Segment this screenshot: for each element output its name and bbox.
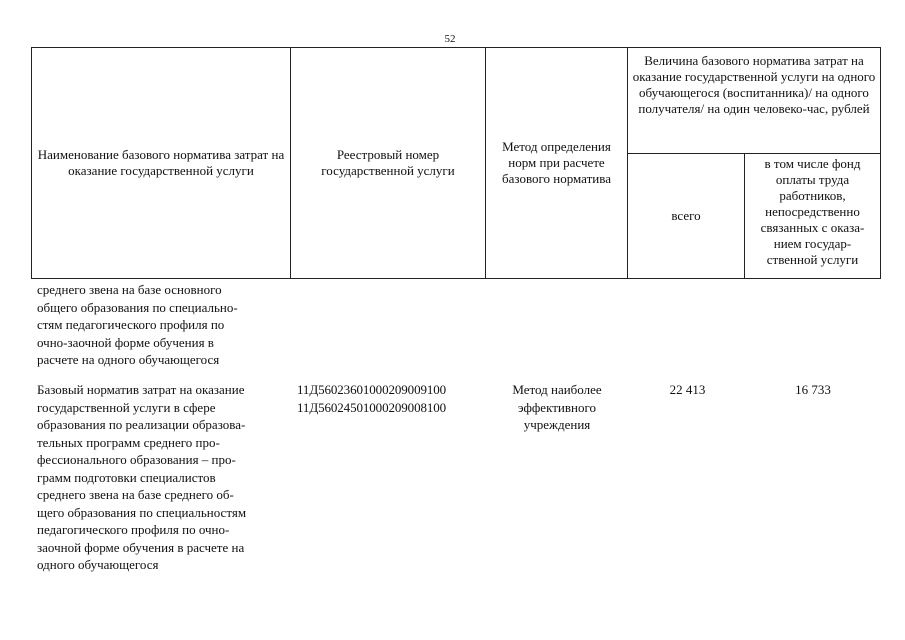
- continuation-line: общего образования по специально-: [37, 299, 238, 315]
- row-name-line: среднего звена на базе среднего об-: [37, 487, 234, 502]
- continuation-line: среднего звена на базе основного: [37, 282, 222, 297]
- row-name-line: грамм подготовки специалистов: [37, 469, 216, 485]
- continuation-line: стям педагогического профиля по: [37, 317, 225, 332]
- header-col-fund: в том числе фонд оплаты труда работников, непосредственно связанных с оказа-нием государ-ственной услуги: [745, 154, 881, 279]
- table-header: [31, 47, 881, 279]
- header-col-total: всего: [628, 154, 745, 279]
- row-name-line: педагогического профиля по очно-: [37, 522, 230, 537]
- row-name-line: щего образования по специальностям: [37, 504, 247, 520]
- row-fund-value: 16 733: [795, 382, 831, 397]
- row-registry-cell: [297, 381, 487, 416]
- registry-number: 11Д56023601000209009100: [297, 382, 447, 397]
- header-col-registry: Реестровый номер государственной услуги: [291, 48, 486, 279]
- method-line: Метод наиболее: [512, 382, 602, 397]
- row-name-line: тельных программ среднего про-: [37, 434, 220, 450]
- continuation-text: [37, 281, 290, 369]
- method-line: учреждения: [523, 417, 591, 432]
- header-col-name: Наименование базового норматива затрат на оказание государственной услуги: [32, 48, 291, 279]
- continuation-line: очно-заочной форме обучения в: [37, 334, 214, 350]
- row-name-line: образования по реализации образова-: [37, 417, 246, 432]
- header-col-value-group: Величина базового норматива затрат на оказание государственной услуги на одного обучающегося (воспитанника)/ на одного получателя/ на один человеко-час, рублей: [628, 48, 881, 154]
- row-name-cell: [37, 381, 290, 574]
- row-name-line: Базовый норматив затрат на оказание: [37, 382, 245, 397]
- row-name-line: фессионального образования – про-: [37, 452, 236, 467]
- page-number: 52: [444, 33, 456, 45]
- continuation-line: расчете на одного обучающегося: [37, 352, 220, 367]
- registry-number: 11Д56024501000209008100: [297, 399, 447, 415]
- row-total-value: 22 413: [669, 382, 706, 397]
- row-name-line: заочной форме обучения в расчете на: [37, 539, 245, 555]
- row-method-cell: [486, 381, 628, 434]
- header-col-method: Метод определения норм при расчете базового норматива: [486, 48, 628, 279]
- row-name-line: государственной услуги в сфере: [37, 399, 216, 415]
- method-line: эффективного: [518, 399, 596, 415]
- row-name-line: одного обучающегося: [37, 557, 159, 572]
